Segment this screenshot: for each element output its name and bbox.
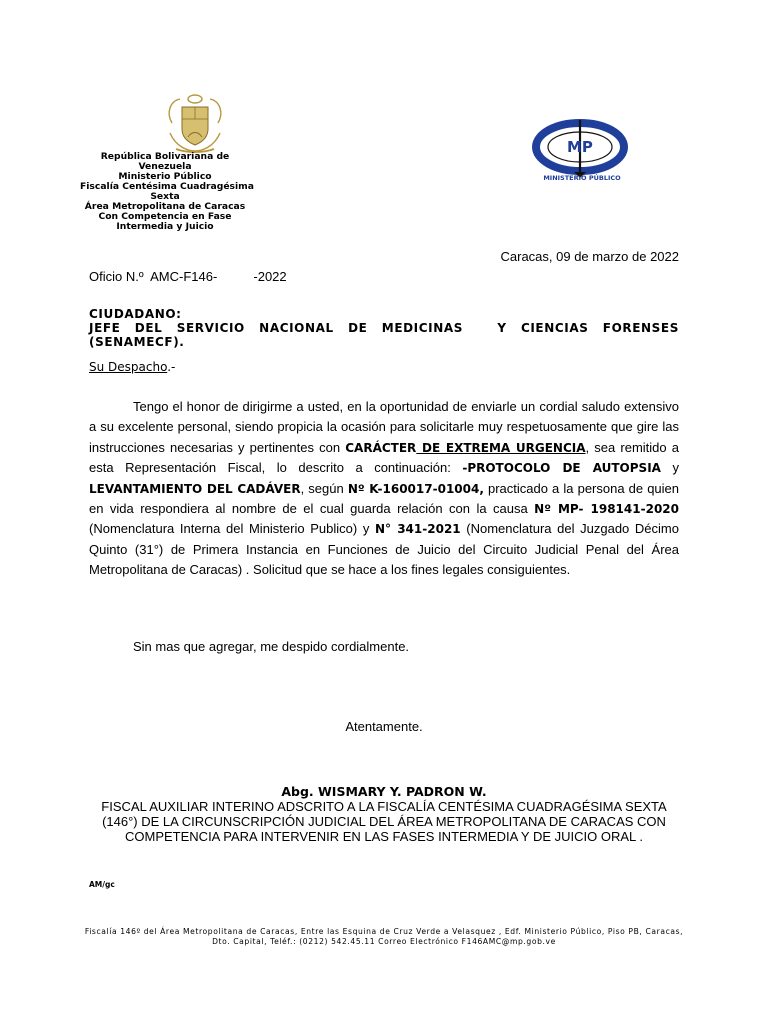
header-line: Sexta [150,191,180,202]
closing-line: Sin mas que agregar, me despido cordialmente. [133,639,410,654]
body-text: , sea remitido a esta Representación Fiscal, lo descrito a continuación: [89,439,680,476]
sign-off: Atentamente. [345,719,423,734]
letter-body [89,397,679,581]
addressee-word: MEDICINAS [381,321,463,335]
venezuela-coat-of-arms-icon [162,93,228,155]
signer-title: FISCAL AUXILIAR INTERINO ADSCRITO A LA FISCALÍA CENTÉSIMA CUADRAGÉSIMA SEXTA (146°) DE LA CIRCUNSCRIPCIÓN JUDICIAL DEL ÁREA METROPOLITANA DE CARACAS CON COMPETENCIA PARA INTERVENIR EN LAS FASES INTERMEDIA Y DE JUICIO ORAL . [101,799,667,844]
addressee-title: CIUDADANO: [89,307,182,321]
document-requested: -PROTOCOLO DE AUTOPSIA [462,461,661,476]
urgency-keyword-underlined: DE EXTREMA URGENCIA [416,440,586,455]
addressee-word: SERVICIO [176,321,245,335]
body-text: (Nomenclatura del Juzgado Décimo Quinto (31°) de Primera Instancia en Funciones de Juicio del Circuito Judicial Penal del Área Metropolitana de Caracas) . Solicitud que se hace a los fines legales consiguientes. [89,521,679,578]
signature-block [89,784,679,844]
body-text: practicado a la persona de quien en vida respondiera al nombre de el cual guarda relación con la causa [89,480,680,517]
addressee-word: Y [497,321,507,335]
addressee-acronym: (SENAMECF). [89,335,185,349]
addressee-word: CIENCIAS [520,321,589,335]
header-line: Intermedia y Juicio [116,221,214,232]
header-line: Con Competencia en Fase [98,211,232,222]
case-number: Nº MP- 198141-2020 [534,502,679,517]
header-line: Fiscalía Centésima Cuadragésima [80,181,254,192]
logo-text: MP [567,138,593,156]
body-text: Tengo el honor de dirigirme a usted, en la oportunidad de enviarle un cordial saludo extensivo a su excelente personal, siendo propicia la ocasión para solicitarle muy respetuosamente que gire las instrucciones necesarias y pertinentes con [89,399,679,455]
addressee-recipient [89,321,679,335]
body-paragraph [89,397,679,581]
header-line: Venezuela [138,161,192,172]
addressee-word: JEFE [89,321,121,335]
letter-date: Caracas, 09 de marzo de 2022 [500,249,679,264]
salutation-text: Su Despacho [89,360,168,374]
body-text: (Nomenclatura Interna del Ministerio Publico) y [89,521,375,537]
header-line: Ministerio Público [118,171,212,182]
oficio-number: Oficio N.º AMC-F146- -2022 [89,269,287,284]
urgency-keyword: CARÁCTER [345,440,417,455]
header-line: Área Metropolitana de Caracas [84,201,246,212]
case-number: Nº K-160017-01004, [347,481,484,496]
addressee-block [89,307,679,349]
addressee-word: NACIONAL [259,321,334,335]
signer-name: Abg. WISMARY Y. PADRON W. [281,784,487,799]
logo-caption: MINISTERIO PÚBLICO [543,174,621,182]
typist-initials: AM/gc [89,880,115,889]
footer-address: Fiscalía 146º del Área Metropolitana de Caracas, Entre las Esquina de Cruz Verde a Velasquez , Edf. Ministerio Público, Piso PB, Caracas, Dto. Capital, Teléf.: (0212) 542.45.11 Correo Electrónico F146AMC@mp.gob.ve [84,927,684,946]
salutation-suffix: .- [167,360,176,374]
addressee-word: DE [348,321,368,335]
addressee-word: FORENSES [602,321,679,335]
institution-header [80,151,254,232]
salutation [89,360,175,374]
document-requested: LEVANTAMIENTO DEL CADÁVER [89,481,301,496]
case-number: N° 341-2021 [374,522,461,537]
addressee-word: DEL [134,321,163,335]
body-text: y [660,460,679,476]
body-text: , según [300,480,348,496]
header-line: República Bolivariana de [100,151,230,162]
